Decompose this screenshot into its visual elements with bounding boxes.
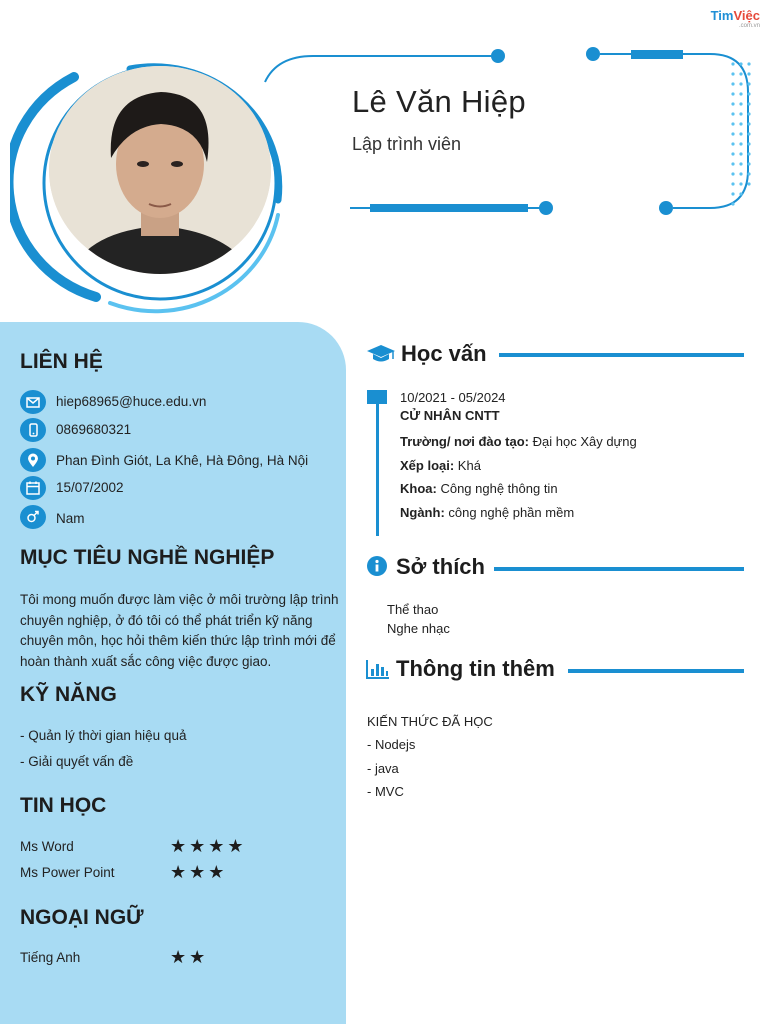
extra-info-item: - Nodejs xyxy=(367,737,416,752)
extra-info-item: - java xyxy=(367,761,399,776)
skills-heading: KỸ NĂNG xyxy=(20,683,117,706)
brand-logo: TimViệc xyxy=(710,8,760,23)
location-icon xyxy=(20,448,46,472)
candidate-name: Lê Văn Hiệp xyxy=(352,84,526,119)
education-timeline-line xyxy=(376,400,379,536)
it-skill-rating: ★★★★ xyxy=(170,836,247,856)
extra-info-divider xyxy=(568,669,744,673)
education-school: Trường/ nơi đào tạo: Đại học Xây dựng xyxy=(400,434,637,449)
job-title: Lập trình viên xyxy=(352,134,462,154)
education-timeline-marker xyxy=(367,390,387,404)
language-rating: ★★ xyxy=(170,947,209,967)
extra-info-heading: Thông tin thêm xyxy=(396,656,555,681)
it-heading: TIN HỌC xyxy=(20,794,107,817)
it-skill-name: Ms Power Point xyxy=(20,865,115,880)
hobby-item: Thể thao xyxy=(387,602,439,617)
brand-subtitle: .com.vn xyxy=(738,23,760,29)
contact-birthday: 15/07/2002 xyxy=(56,480,124,495)
education-faculty: Khoa: Công nghệ thông tin xyxy=(400,481,558,496)
skill-item: - Quản lý thời gian hiệu quả xyxy=(20,728,187,743)
phone-icon xyxy=(20,418,46,442)
info-icon xyxy=(367,556,387,576)
skill-item: - Giải quyết vấn đề xyxy=(20,754,134,769)
education-degree: CỬ NHÂN CNTT xyxy=(400,408,500,423)
graduation-cap-icon xyxy=(366,344,396,364)
hobbies-heading: Sở thích xyxy=(396,554,485,579)
education-major: Ngành: công nghệ phần mềm xyxy=(400,505,575,520)
header-decoration xyxy=(255,40,768,225)
contact-email[interactable]: hiep68965@huce.edu.vn xyxy=(56,394,207,409)
extra-info-item: - MVC xyxy=(367,784,404,799)
contact-phone[interactable]: 0869680321 xyxy=(56,422,132,437)
extra-info-subheading: KIẾN THỨC ĐÃ HỌC xyxy=(367,714,493,729)
contact-address: Phan Đình Giót, La Khê, Hà Đông, Hà Nội xyxy=(56,453,309,468)
objective-text: Tôi mong muốn được làm việc ở môi trường lập trình chuyên nghiệp, ở đó tôi có thể phát triển kỹ năng chuyên môn, học hỏi thêm kiến thức lập trình mới để hoàn thành xuất sắc công việc được giao. xyxy=(20,592,339,669)
profile-photo xyxy=(49,66,271,274)
bar-chart-icon xyxy=(366,659,390,679)
calendar-icon xyxy=(20,476,46,500)
hobbies-divider xyxy=(494,567,744,571)
it-skill-name: Ms Word xyxy=(20,839,74,854)
education-period: 10/2021 - 05/2024 xyxy=(400,390,506,405)
hobby-item: Nghe nhạc xyxy=(387,621,450,636)
education-divider xyxy=(499,353,744,357)
education-grade: Xếp loại: Khá xyxy=(400,458,481,473)
objective-heading: MỤC TIÊU NGHỀ NGHIỆP xyxy=(20,546,275,569)
contact-gender: Nam xyxy=(56,511,85,526)
languages-heading: NGOẠI NGỮ xyxy=(20,906,144,929)
gender-icon xyxy=(20,505,46,529)
contact-heading: LIÊN HỆ xyxy=(20,350,103,373)
language-name: Tiếng Anh xyxy=(20,950,81,965)
education-heading: Học vấn xyxy=(401,341,487,366)
email-icon xyxy=(20,390,46,414)
it-skill-rating: ★★★ xyxy=(170,862,228,882)
